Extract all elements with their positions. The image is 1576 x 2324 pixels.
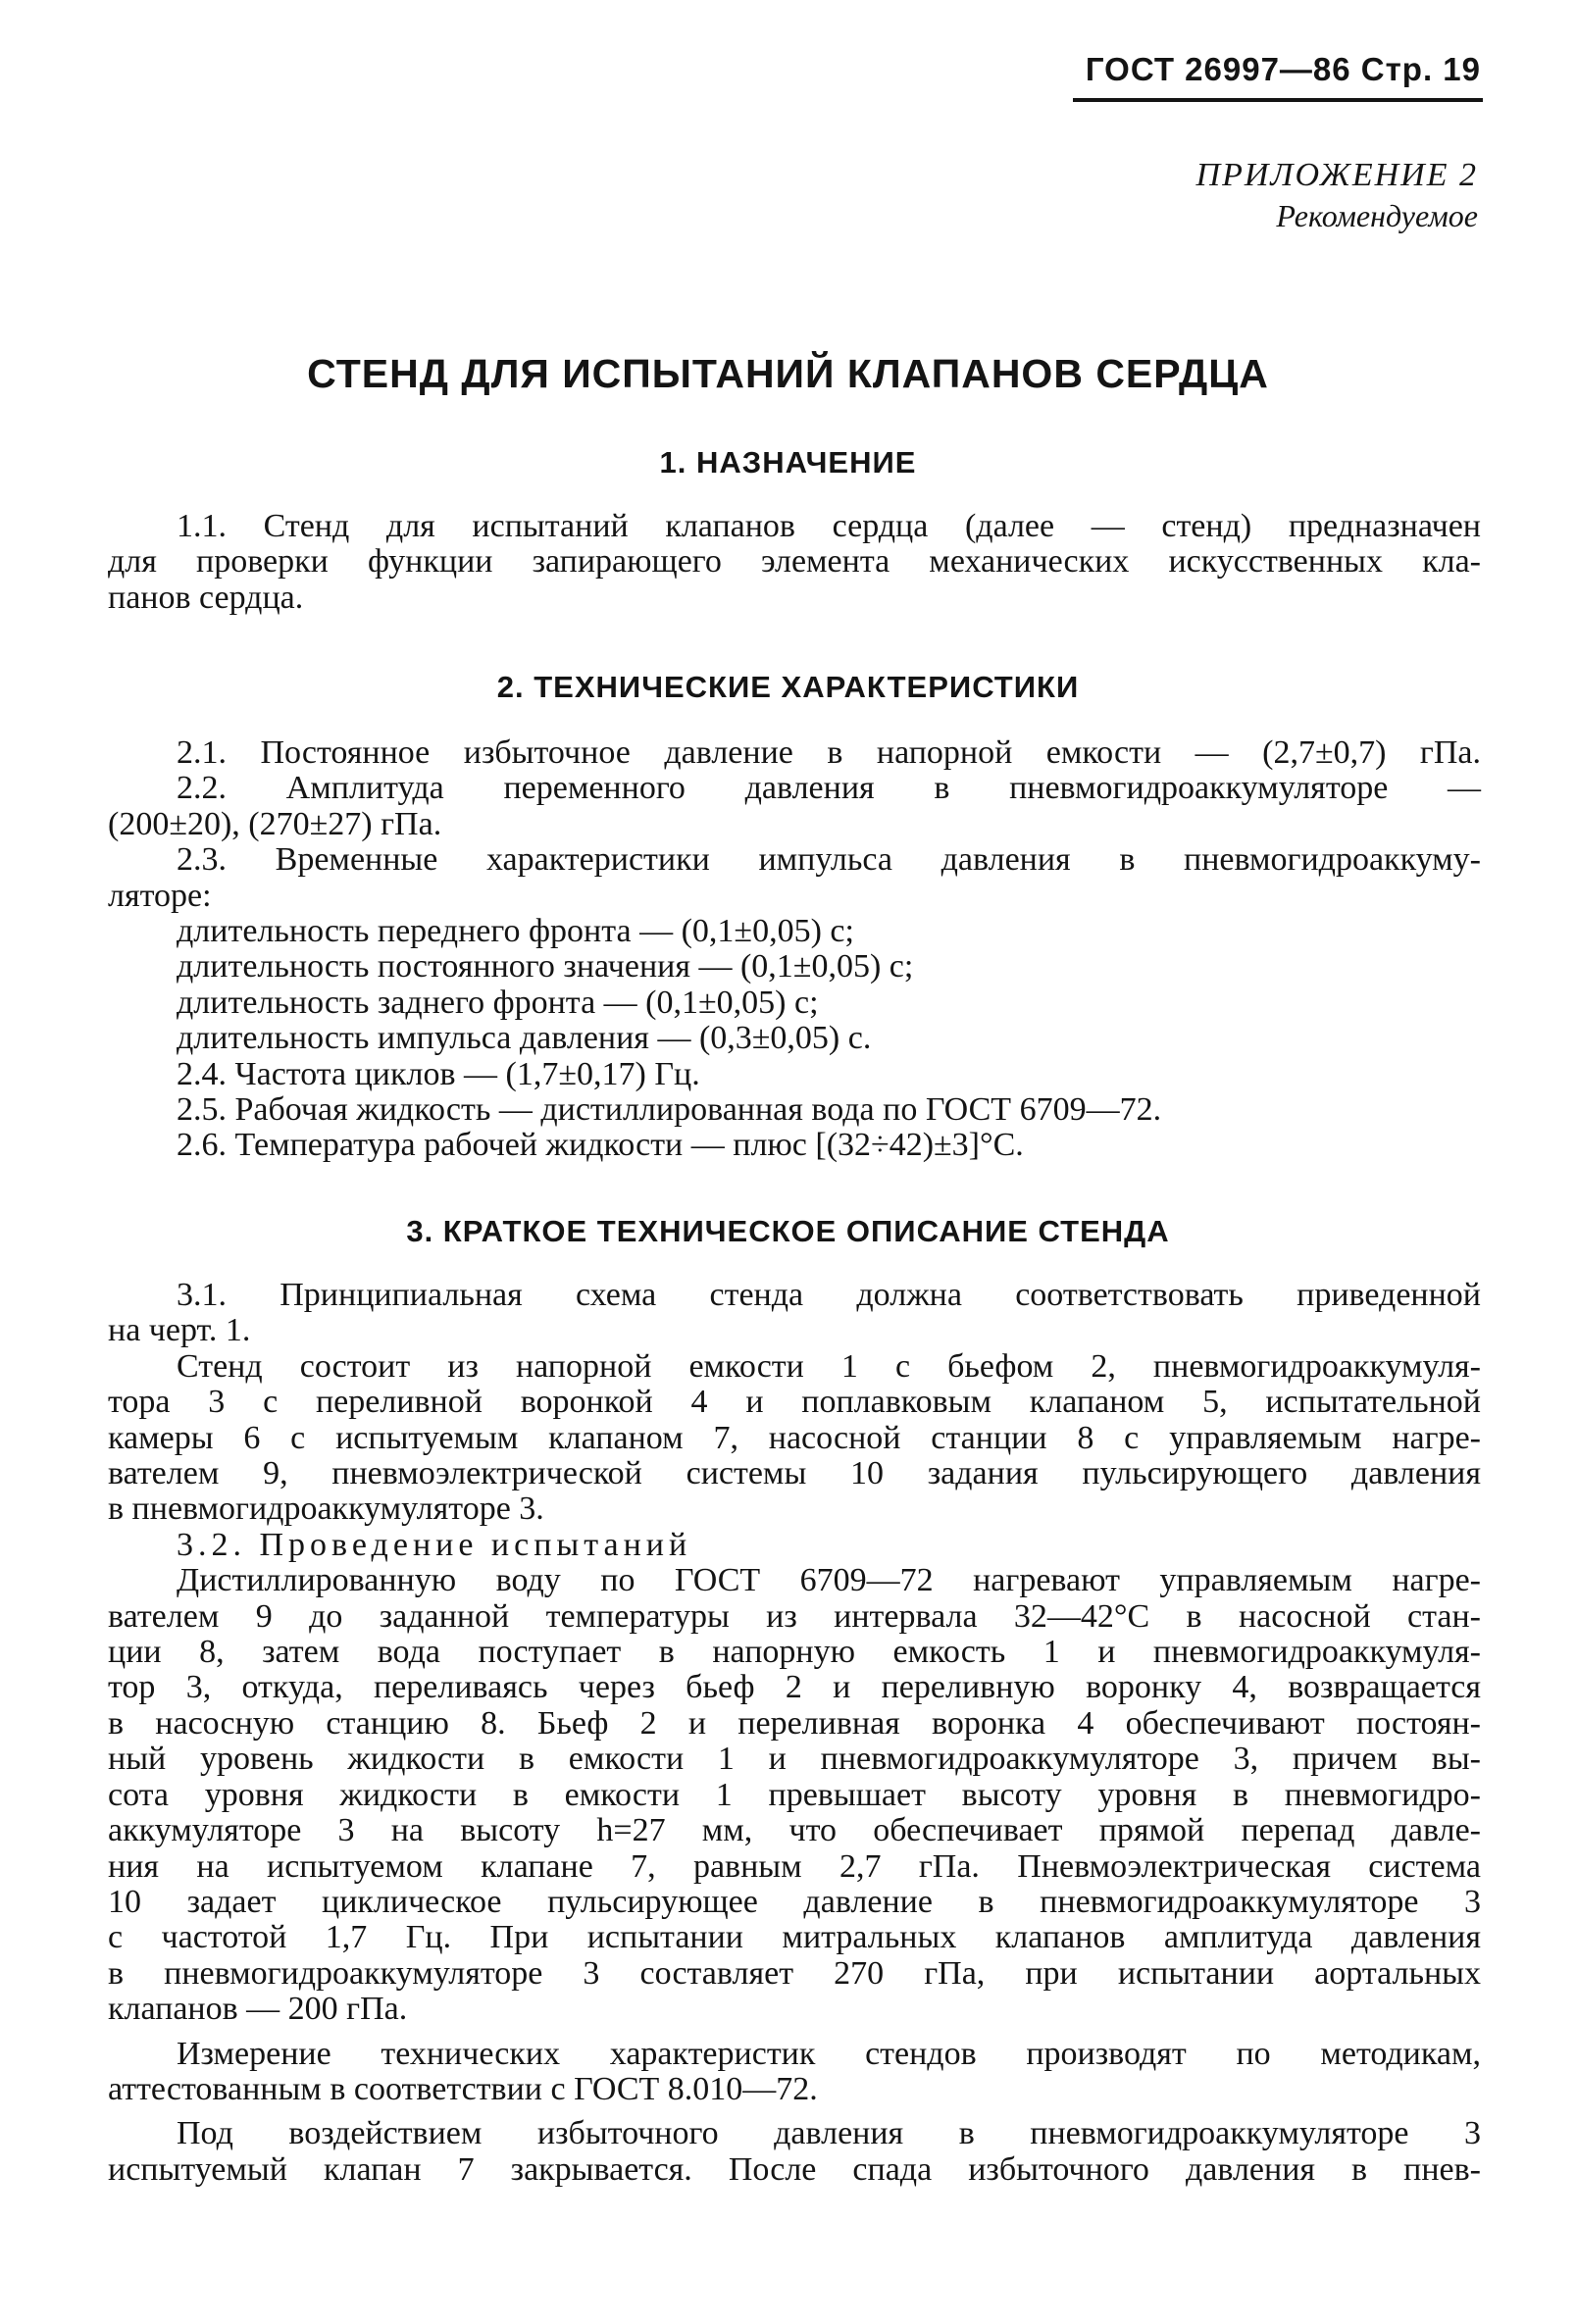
- text-line: камеры 6 с испытуемым клапаном 7, насосной станции 8 с управляемым нагре-: [108, 1419, 1481, 1456]
- text-line: ный уровень жидкости в емкости 1 и пневмогидроаккумуляторе 3, причем вы-: [108, 1741, 1481, 1778]
- text-line: испытуемый клапан 7 закрывается. После спада избыточного давления в пнев-: [108, 2150, 1481, 2188]
- page-title: СТЕНД ДЛЯ ИСПЫТАНИЙ КЛАПАНОВ СЕРДЦА: [307, 351, 1269, 396]
- text-line: Дистиллированную воду по ГОСТ 6709—72 нагревают управляемым нагре-: [177, 1562, 1481, 1599]
- text-line: 10 задает циклическое пульсирующее давление в пневмогидроаккумуляторе 3: [108, 1883, 1481, 1920]
- text-line: длительность постоянного значения — (0,1±0,05) с;: [177, 948, 914, 985]
- appendix-status: Рекомендуемое: [1276, 198, 1478, 233]
- text-line: Измерение технических характеристик стендов производят по методикам,: [177, 2035, 1481, 2072]
- text-line: ния на испытуемом клапане 7, равным 2,7 гПа. Пневмоэлектрическая система: [108, 1847, 1481, 1885]
- appendix-label: [1196, 157, 1478, 234]
- text-line: (200±20), (270±27) гПа.: [108, 805, 442, 842]
- text-line: Под воздействием избыточного давления в пневмогидроаккумуляторе 3: [177, 2115, 1481, 2152]
- text-line: на черт. 1.: [108, 1312, 251, 1349]
- subsection-heading: 3.2. Проведение испытаний: [177, 1526, 692, 1563]
- text-line: 2.2. Амплитуда переменного давления в пневмогидроаккумуляторе —: [177, 770, 1481, 807]
- section-1-body: [108, 509, 1481, 616]
- section-heading-2: 2. ТЕХНИЧЕСКИЕ ХАРАКТЕРИСТИКИ: [496, 670, 1080, 704]
- text-line: 2.4. Частота циклов — (1,7±0,17) Гц.: [177, 1055, 700, 1092]
- text-line: 3.1. Принципиальная схема стенда должна соответствовать приведенной: [177, 1277, 1481, 1313]
- text-line: ции 8, затем вода поступает в напорную емкость 1 и пневмогидроаккумуля-: [108, 1634, 1481, 1671]
- text-line: 2.3. Временные характеристики импульса давления в пневмогидроаккуму-: [177, 841, 1481, 879]
- header-rule: [1073, 98, 1483, 102]
- text-line: ляторе:: [108, 877, 212, 914]
- text-line: клапанов — 200 гПа.: [108, 1991, 408, 2028]
- text-line: аккумуляторе 3 на высоту h=27 мм, что обеспечивает прямой перепад давле-: [108, 1812, 1481, 1849]
- text-line: вателем 9, пневмоэлектрической системы 10 задания пульсирующего давления: [108, 1455, 1481, 1492]
- section-heading-3: 3. КРАТКОЕ ТЕХНИЧЕСКОЕ ОПИСАНИЕ СТЕНДА: [406, 1214, 1170, 1248]
- text-line: длительность переднего фронта — (0,1±0,05) с;: [177, 913, 854, 950]
- text-line: 1.1. Стенд для испытаний клапанов сердца (далее — стенд) предназначен: [177, 508, 1481, 544]
- text-line: длительность заднего фронта — (0,1±0,05) с;: [177, 984, 819, 1021]
- text-line: в пневмогидроаккумуляторе 3 составляет 270 гПа, при испытании аортальных: [108, 1954, 1481, 1992]
- section-3-body: [108, 1278, 1481, 2188]
- section-heading-1: 1. НАЗНАЧЕНИЕ: [659, 445, 917, 480]
- appendix-number: ПРИЛОЖЕНИЕ 2: [1195, 157, 1478, 193]
- text-line: аттестованным в соответствии с ГОСТ 8.010—72.: [108, 2070, 818, 2107]
- text-line: длительность импульса давления — (0,3±0,05) с.: [177, 1020, 872, 1057]
- text-line: тора 3 с переливной воронкой 4 и поплавковым клапаном 5, испытательной: [108, 1384, 1481, 1421]
- text-line: Стенд состоит из напорной емкости 1 с бьефом 2, пневмогидроаккумуля-: [177, 1347, 1481, 1385]
- text-line: для проверки функции запирающего элемента механических искусственных кла-: [108, 543, 1481, 581]
- text-line: 2.6. Температура рабочей жидкости — плюс [(32÷42)±3]°С.: [177, 1127, 1024, 1164]
- text-line: сота уровня жидкости в емкости 1 превышает высоту уровня в пневмогидро-: [108, 1776, 1481, 1813]
- text-line: с частотой 1,7 Гц. При испытании митральных клапанов амплитуда давления: [108, 1919, 1481, 1956]
- text-line: панов сердца.: [108, 579, 304, 616]
- text-line: 2.5. Рабочая жидкость — дистиллированная вода по ГОСТ 6709—72.: [177, 1091, 1162, 1129]
- text-line: 2.1. Постоянное избыточное давление в напорной емкости — (2,7±0,7) гПа.: [177, 734, 1481, 771]
- section-2-body: [108, 735, 1481, 1164]
- text-line: в пневмогидроаккумуляторе 3.: [108, 1490, 544, 1528]
- running-head: ГОСТ 26997—86 Стр. 19: [1085, 51, 1481, 87]
- text-line: вателем 9 до заданной температуры из интервала 32—42°С в насосной стан-: [108, 1597, 1481, 1635]
- text-line: в насосную станцию 8. Бьеф 2 и переливная воронка 4 обеспечивают постоян-: [108, 1704, 1481, 1742]
- text-line: тор 3, откуда, переливаясь через бьеф 2 и переливную воронку 4, возвращается: [108, 1669, 1481, 1706]
